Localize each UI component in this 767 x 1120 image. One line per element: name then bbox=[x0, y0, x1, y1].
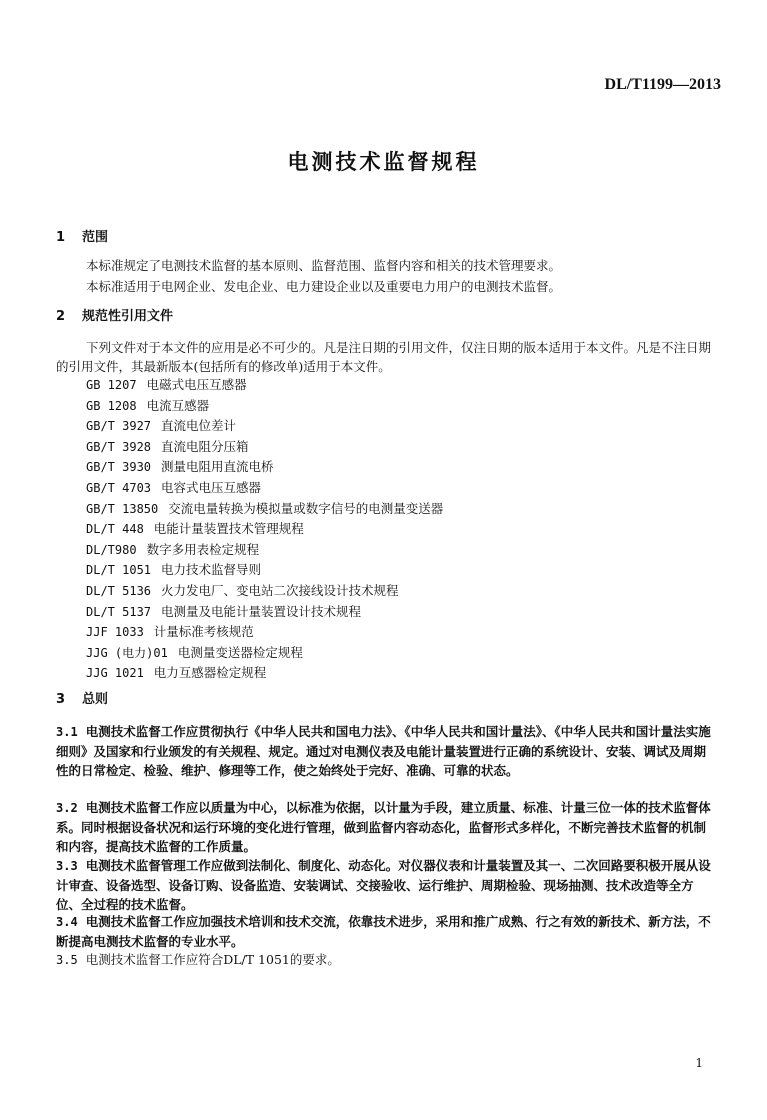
reference-item bbox=[86, 540, 259, 558]
clause-text: 电测技术监督管理工作应做到法制化、制度化、动态化。对仪器仪表和计量装置及其一、二次回路要积极开展从设计审查、设备选型、设备订购、设备监造、安装调试、交接验收、运行维护、周期检验、现场抽测、技术改造等全方位、全过程的技术监督。 bbox=[56, 858, 711, 912]
reference-title: 电能计量装置技术管理规程 bbox=[153, 521, 304, 537]
reference-item bbox=[86, 663, 266, 681]
reference-title: 电容式电压互感器 bbox=[161, 480, 262, 495]
clause-text: 电测技术监督工作应贯彻执行《中华人民共和国电力法》、《中华人民共和国计量法》、《中华人民共和国计量法实施细则》及国家和行业颁发的有关规程、规定。通过对电测仪表及电能计量装置进行正确的系统设计、安装、调试及周期性的日常检定、检验、维护、修理等工作，使之始终处于完好、准确、可靠的状态。 bbox=[56, 724, 711, 778]
reference-title: 直流电位差计 bbox=[161, 418, 237, 434]
section-number: 2 bbox=[56, 309, 66, 324]
standard-code: DL/T1199—2013 bbox=[604, 76, 721, 93]
reference-code: DL/T 448 bbox=[86, 522, 144, 537]
clause-number: 3.3 bbox=[56, 859, 78, 873]
reference-item bbox=[86, 437, 249, 455]
paragraph: 本标准适用于电网企业、发电企业、电力建设企业以及重要电力用户的电测技术监督。 bbox=[86, 279, 562, 294]
reference-item bbox=[86, 519, 304, 537]
reference-code: DL/T 5137 bbox=[86, 604, 152, 619]
reference-title: 数字多用表检定规程 bbox=[146, 541, 260, 557]
reference-item bbox=[86, 499, 443, 517]
page-title: 电测技术监督规程 bbox=[287, 150, 480, 174]
reference-title: 火力发电厂、变电站二次接线设计技术规程 bbox=[161, 583, 399, 598]
reference-title: 电力技术监督导则 bbox=[161, 562, 262, 578]
section-title: 规范性引用文件 bbox=[82, 309, 174, 324]
reference-title: 计量标准考核规范 bbox=[153, 624, 254, 640]
reference-code: GB/T 3927 bbox=[86, 419, 152, 434]
reference-code: GB/T 3928 bbox=[86, 439, 152, 454]
clause-number: 3.1 bbox=[56, 725, 78, 739]
reference-code: DL/T980 bbox=[86, 542, 137, 557]
clause-text: 电测技术监督工作应符合DL/T 1051的要求。 bbox=[85, 952, 340, 967]
section-3-heading bbox=[56, 688, 108, 707]
reference-title: 电力互感器检定规程 bbox=[153, 665, 267, 681]
section-number: 3 bbox=[56, 692, 66, 707]
reference-title: 电磁式电压互感器 bbox=[146, 377, 247, 392]
section-title: 总则 bbox=[82, 692, 109, 707]
clause-number: 3.5 bbox=[56, 953, 78, 967]
section-2-heading bbox=[56, 305, 173, 324]
reference-code: GB/T 4703 bbox=[86, 481, 152, 495]
clause-3-4 bbox=[56, 912, 714, 951]
reference-item bbox=[86, 457, 274, 475]
clause-3-3 bbox=[56, 856, 714, 914]
reference-code: DL/T 1051 bbox=[86, 563, 152, 578]
page-number: 1 bbox=[695, 1056, 703, 1070]
reference-code: JJF 1033 bbox=[86, 625, 144, 640]
reference-item bbox=[86, 581, 399, 599]
reference-code: GB/T 13850 bbox=[86, 501, 159, 516]
reference-item bbox=[86, 643, 303, 661]
clause-text: 电测技术监督工作应加强技术培训和技术交流，依靠技术进步，采用和推广成熟、行之有效的新技术、新方法，不断提高电测技术监督的专业水平。 bbox=[56, 914, 711, 949]
reference-item bbox=[86, 622, 254, 640]
reference-code: GB/T 3930 bbox=[86, 460, 152, 475]
reference-item bbox=[86, 560, 261, 578]
clause-number: 3.2 bbox=[56, 801, 78, 815]
reference-code: GB 1207 bbox=[86, 378, 137, 392]
reference-title: 电测量变送器检定规程 bbox=[177, 644, 303, 660]
reference-item bbox=[86, 416, 236, 434]
reference-code: JJG 1021 bbox=[86, 666, 144, 681]
reference-title: 测量电阻用直流电桥 bbox=[161, 459, 274, 475]
clause-3-2 bbox=[56, 798, 714, 856]
reference-item bbox=[86, 396, 209, 414]
clause-3-1 bbox=[56, 722, 714, 780]
reference-code: DL/T 5136 bbox=[86, 584, 152, 598]
section-number: 1 bbox=[56, 230, 66, 245]
clause-number: 3.4 bbox=[56, 915, 78, 929]
reference-title: 电流互感器 bbox=[146, 397, 210, 413]
paragraph: 下列文件对于本文件的应用是必不可少的。凡是注日期的引用文件，仅注日期的版本适用于本文件。凡是不注日期的引用文件，其最新版本(包括所有的修改单)适用于本文件。 bbox=[56, 340, 712, 374]
reference-title: 直流电阻分压箱 bbox=[161, 438, 249, 454]
reference-item bbox=[86, 478, 261, 496]
reference-title: 电测量及电能计量装置设计技术规程 bbox=[161, 603, 362, 619]
reference-item bbox=[86, 602, 361, 620]
paragraph: 本标准规定了电测技术监督的基本原则、监督范围、监督内容和相关的技术管理要求。 bbox=[86, 258, 562, 273]
reference-code: JJG (电力)01 bbox=[86, 645, 168, 660]
section-title: 范围 bbox=[82, 230, 109, 245]
section-1-heading bbox=[56, 226, 108, 245]
reference-item bbox=[86, 375, 247, 393]
clause-text: 电测技术监督工作应以质量为中心，以标准为依据，以计量为手段，建立质量、标准、计量三位一体的技术监督体系。同时根据设备状况和运行环境的变化进行管理，做到监督内容动态化，监督形式多样化，不断完善技术监督的机制和内容，提高技术监督的工作质量。 bbox=[56, 800, 711, 854]
reference-code: GB 1208 bbox=[86, 398, 137, 413]
clause-3-5 bbox=[56, 950, 714, 970]
reference-title: 交流电量转换为模拟量或数字信号的电测量变送器 bbox=[168, 500, 444, 516]
